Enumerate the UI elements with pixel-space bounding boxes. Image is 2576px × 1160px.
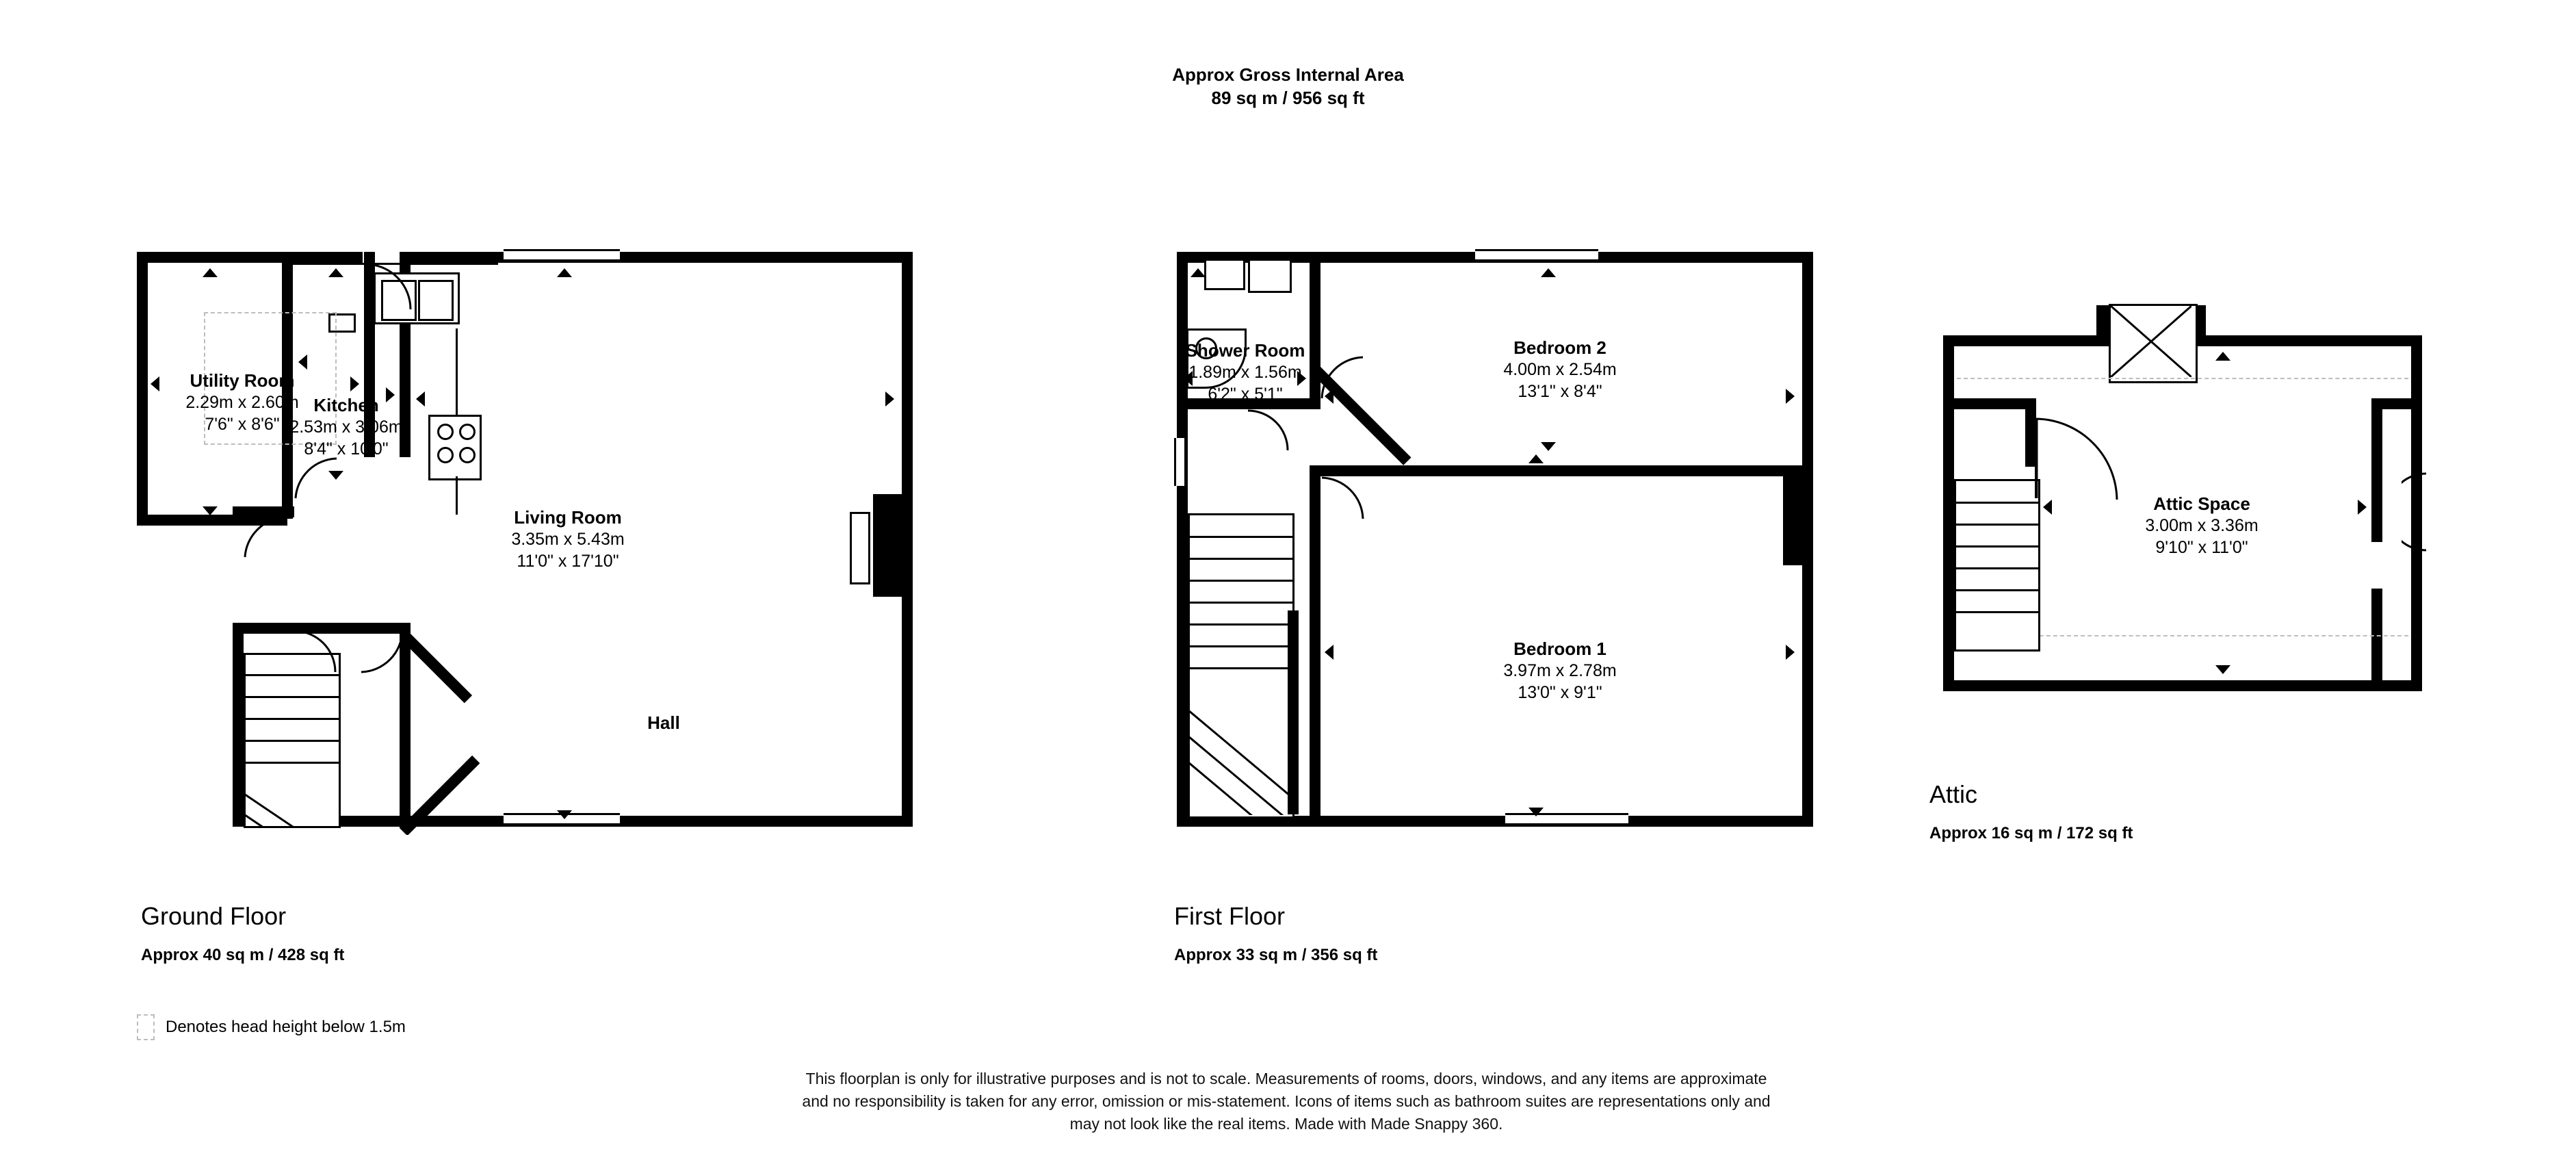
window-living-top (504, 249, 620, 261)
disclaimer-line-3: may not look like the real items. Made with Made Snappy 360. (1069, 1115, 1503, 1133)
window-landing-left (1174, 438, 1186, 486)
eaves-hatch-icon (2402, 472, 2429, 554)
window-bedroom1-bottom (1505, 813, 1628, 825)
head-height-swatch-icon (137, 1014, 155, 1040)
room-bedroom-2: Bedroom 2 4.00m x 2.54m 13'1" x 8'4" (1503, 337, 1617, 401)
disclaimer (602, 1068, 1970, 1135)
room-utility-room: Utility Room 2.29m x 2.60m 7'6" x 8'6" (185, 370, 299, 434)
fireplace-icon (850, 512, 870, 584)
sink-icon (1204, 259, 1245, 290)
legend-label: Denotes head height below 1.5m (166, 1018, 406, 1036)
first-floor-plan (1163, 240, 1888, 855)
attic-plan (1929, 294, 2463, 719)
chimney-breast (873, 494, 903, 597)
door-bedroom-1 (1320, 476, 1409, 565)
room-shower-room: Shower Room 1.89m x 1.56m 6'2" x 5'1" (1185, 340, 1305, 404)
room-hall: Hall (647, 712, 680, 733)
page-subtitle: 89 sq m / 956 sq ft (1211, 88, 1365, 108)
toilet-icon (1248, 259, 1292, 293)
room-bedroom-1: Bedroom 1 3.97m x 2.78m 13'0" x 9'1" (1503, 639, 1617, 702)
first-floor-area: Approx 33 sq m / 356 sq ft (1174, 946, 1378, 964)
attic-area: Approx 16 sq m / 172 sq ft (1929, 824, 2133, 842)
ground-floor-plan (123, 240, 1095, 855)
room-attic-space: Attic Space 3.00m x 3.36m 9'10" x 11'0" (2145, 493, 2259, 557)
staircase-attic (1954, 479, 2040, 652)
attic-title: Attic (1929, 780, 1978, 808)
window-bedroom2-top (1475, 249, 1598, 261)
legend (137, 1014, 616, 1040)
staircase-first (1188, 513, 1294, 819)
ground-floor-area: Approx 40 sq m / 428 sq ft (141, 946, 345, 964)
disclaimer-line-2: and no responsibility is taken for any error, omission or mis-statement. Icons of items such as bathroom suites are representations only and (802, 1092, 1771, 1110)
door-utility-kitchen (364, 263, 412, 359)
room-living-room: Living Room 3.35m x 5.43m 11'0" x 17'10" (511, 507, 625, 571)
room-kitchen: Kitchen 2.53m x 3.06m 8'4" x 10'0" (289, 395, 403, 459)
disclaimer-line-1: This floorplan is only for illustrative purposes and is not to scale. Measurements of rooms, doors, windows, and any items are approximate (805, 1070, 1767, 1087)
page-title: Approx Gross Internal Area (1172, 64, 1404, 85)
water-tank-icon (2109, 304, 2198, 383)
first-floor-title: First Floor (1174, 902, 1285, 930)
door-shower-room (1247, 409, 1322, 485)
ground-floor-title: Ground Floor (141, 902, 287, 930)
